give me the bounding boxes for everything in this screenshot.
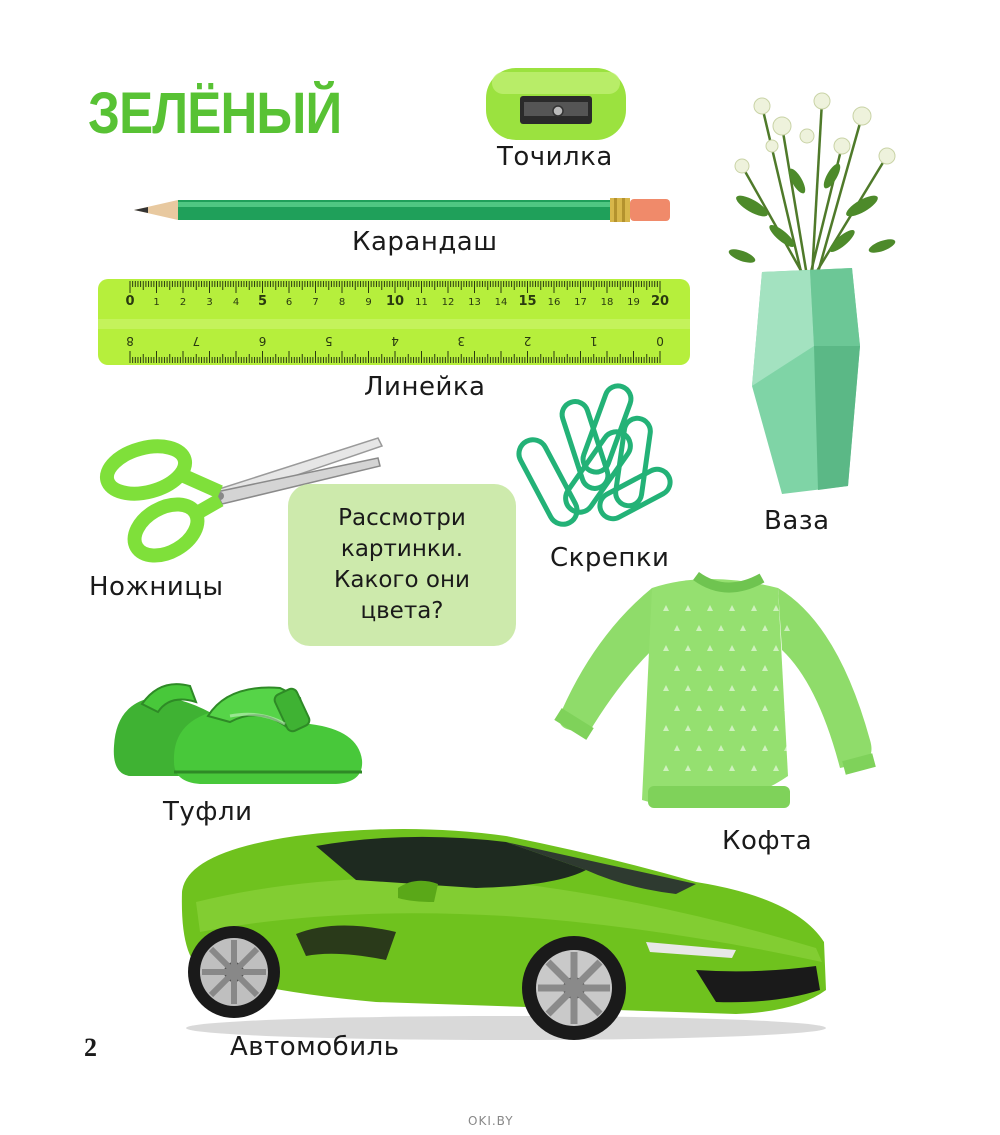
ruler-top-number: 8 (338, 297, 346, 308)
ruler-bottom-number: 7 (192, 334, 201, 348)
ruler-top-number: 12 (441, 297, 455, 308)
ruler-top-number: 9 (365, 297, 372, 308)
ruler-top-number: 13 (468, 297, 481, 308)
scissors-label: Ножницы (89, 572, 224, 602)
sharpener-label: Точилка (497, 142, 613, 172)
ruler-bottom-number: 6 (258, 334, 267, 348)
vase-image (722, 86, 902, 500)
ruler-bottom-number: 8 (126, 334, 134, 348)
instruction-line: Рассмотри (338, 505, 466, 531)
sweater-image (556, 564, 880, 818)
car-label: Автомобиль (230, 1032, 400, 1062)
ruler-top-number: 16 (547, 297, 561, 308)
ruler-bottom-number: 3 (457, 334, 466, 348)
ruler-top-number: 19 (627, 297, 640, 308)
ruler-label: Линейка (364, 372, 486, 402)
ruler-top-number: 15 (518, 294, 537, 309)
ruler-top-number: 10 (385, 294, 405, 309)
instruction-line: цвета? (360, 598, 444, 624)
ruler-top-number: 6 (285, 297, 293, 308)
car-image (176, 822, 832, 1046)
ruler-top-number: 18 (600, 297, 614, 308)
ruler-top-number: 2 (179, 297, 187, 308)
ruler-top-number: 5 (257, 294, 268, 309)
paperclips-label: Скрепки (550, 543, 670, 573)
ruler-top-number: 17 (574, 297, 587, 308)
pencil-image (134, 198, 674, 224)
page-number: 2 (84, 1033, 97, 1062)
ruler-top-number: 1 (153, 297, 160, 308)
instruction-bubble (288, 484, 516, 646)
ruler-bottom-number: 0 (656, 334, 664, 348)
ruler-image (98, 279, 690, 365)
shoes-image (110, 676, 370, 788)
ruler-top-number: 0 (125, 294, 135, 309)
ruler-top-number: 3 (206, 297, 213, 308)
vase-label: Ваза (764, 506, 830, 536)
sweater-pattern-mark (784, 665, 790, 671)
watermark: OKI.BY (468, 1114, 514, 1128)
shoes-label: Туфли (163, 797, 253, 827)
ruler-top-number: 7 (312, 297, 319, 308)
instruction-line: Какого они (334, 567, 470, 593)
ruler-bottom-number: 2 (523, 334, 532, 348)
ruler-bottom-number: 1 (589, 334, 598, 348)
page-title: ЗЕЛЁНЫЙ (88, 81, 342, 146)
paperclips-image (524, 378, 690, 534)
ruler-top-number: 20 (650, 294, 670, 309)
pencil-label: Карандаш (352, 227, 498, 257)
ruler-top-number: 4 (232, 297, 240, 308)
instruction-line: картинки. (340, 536, 464, 562)
sharpener-image (484, 66, 628, 142)
ruler-bottom-number: 4 (391, 334, 399, 348)
ruler-top-number: 11 (415, 297, 428, 308)
instruction-text (334, 503, 470, 627)
sweater-label: Кофта (722, 826, 813, 856)
ruler-bottom-number: 5 (324, 334, 333, 348)
sweater-pattern-mark (784, 705, 790, 711)
ruler-top-number: 14 (494, 297, 508, 308)
